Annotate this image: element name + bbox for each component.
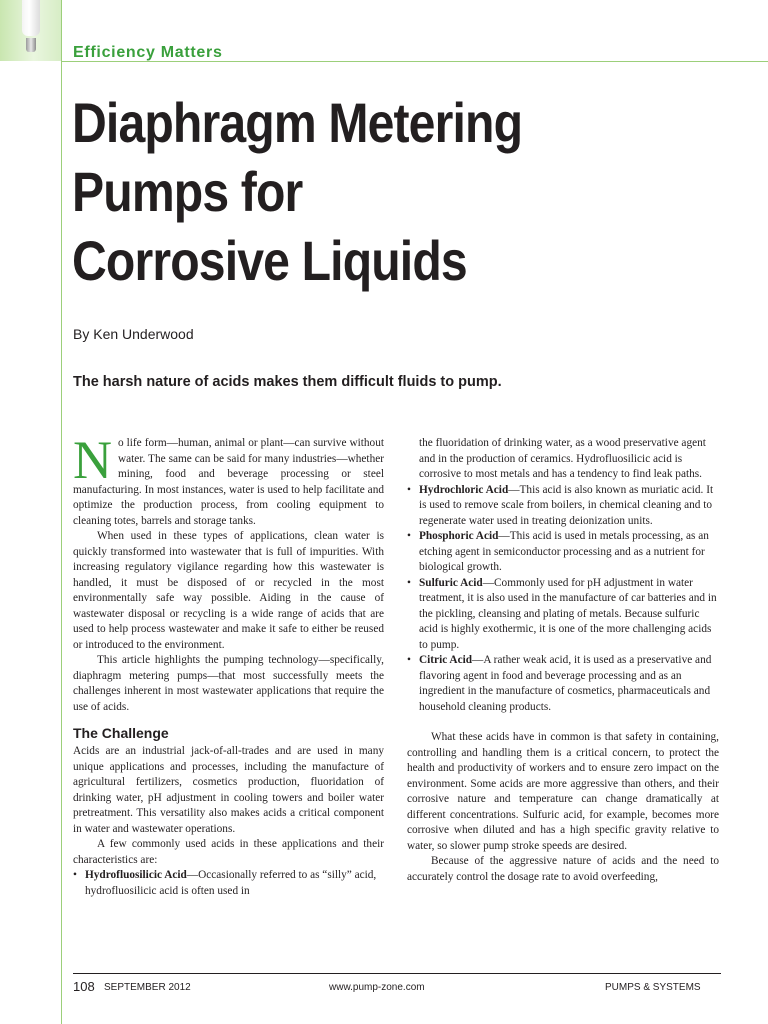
section-heading: The Challenge <box>73 725 169 741</box>
paragraph-text: o life form—human, animal or plant—can survive without water. The same can be said for many industries—whether mining, food and beverage processing or steel manufacturing. In most instances, water is used to help facilitate and optimize the production process, from cooling equipment to cleaning totes, barrels and storage tanks. <box>73 437 384 527</box>
bulb-glass <box>22 0 40 36</box>
drop-cap: N <box>73 430 112 490</box>
list-term: Phosphoric Acid <box>419 530 499 542</box>
bullet-icon: • <box>407 576 411 589</box>
paragraph: What these acids have in common is that safety in containing, controlling and handling them is a critical concern, to protect the health and productivity of workers and to ensure zero impact on the environment. Some acids are more aggressive than others, and their corrosive nature and temperature can change dramatically at different concentrations. Sulfuric acid, for example, becomes more corrosive when diluted and has a high specific gravity relative to water, so slower pump stroke speeds are desired. <box>407 731 719 852</box>
bullet-icon: • <box>407 654 411 666</box>
list-item <box>73 868 384 899</box>
list-item <box>407 529 719 576</box>
title-line: Corrosive Liquids <box>72 229 467 292</box>
spacer <box>407 715 719 730</box>
list-item <box>407 483 719 530</box>
paragraph: When used in these types of applications, clean water is quickly transformed into wastewater that is full of impurities. With increasing regulatory vigilance regarding how this wastewater is handled, it must be disposed of or recycled in the most environmentally safe way possible. Aiding in the cause of wastewater disposal or recycling is a wide range of acids that are used to help process wastewater and make it safe to either be reused or introduced to the environment. <box>73 530 384 651</box>
magazine-name: PUMPS & SYSTEMS <box>605 982 701 993</box>
list-item <box>407 653 719 715</box>
paragraph: This article highlights the pumping technology—specifically, diaphragm metering pumps—that most successfully meets the challenges inherent in most wastewater applications that require the use of acids. <box>73 654 384 713</box>
bullet-icon: • <box>407 530 411 542</box>
section-label: Efficiency Matters <box>73 44 223 61</box>
list-term: Citric Acid <box>419 654 473 666</box>
acid-list <box>407 436 719 715</box>
acid-list <box>73 868 384 899</box>
column-left <box>73 430 384 899</box>
list-item-continued: the fluoridation of drinking water, as a wood preservative agent and in the production of ceramics. Hydrofluosilicic acid is corrosive to most metals and has a tendency to find leak paths. <box>419 437 706 480</box>
byline: By Ken Underwood <box>73 326 194 342</box>
column-right <box>407 436 719 885</box>
paragraph <box>73 430 384 529</box>
list-term: Sulfuric Acid <box>419 576 483 589</box>
paragraph: Because of the aggressive nature of acids and the need to accurately control the dosage rate to avoid overfeeding, <box>407 855 719 883</box>
list-term: Hydrofluosilicic Acid <box>85 869 187 881</box>
dek: The harsh nature of acids makes them difficult fluids to pump. <box>73 374 502 390</box>
list-text: —This acid is used in metals processing, as an etching agent in semiconductor processing and as a nutrient for biological growth. <box>419 530 709 573</box>
website-link[interactable]: www.pump-zone.com <box>329 982 425 993</box>
list-text: —A rather weak acid, it is used as a preservative and flavoring agent in food and beverage processing and as an ingredient in the manufacture of cosmetics, pharmaceuticals and household cleaning products. <box>419 654 712 713</box>
list-term: Hydrochloric Acid <box>419 483 509 496</box>
page-number: 108 <box>73 979 95 994</box>
footer-rule <box>73 973 721 974</box>
bullet-icon: • <box>407 483 411 496</box>
margin-rule-vertical <box>61 0 62 1024</box>
bulb-base <box>26 38 36 52</box>
paragraph: Acids are an industrial jack-of-all-trades and are used in many unique applications and processes, including the manufacture of agricultural fertilizers, cosmetics production, fluoridation of drinking water, pH adjustment in cooling towers and boiler water pretreatment. This versatility also makes acids a critical component in water and wastewater operations. <box>73 745 384 835</box>
list-item <box>407 576 719 654</box>
title-line: Diaphragm Metering <box>72 91 523 154</box>
list-text: —This acid is also known as muriatic acid. It is used to remove scale from boilers, in chemical cleaning and to regenerate water used in treating deionization units. <box>419 483 714 527</box>
list-text: —Occasionally referred to as “silly” acid, hydrofluosilicic acid is often used in <box>85 869 377 897</box>
list-text: —Commonly used for pH adjustment in water treatment, it is also used in the manufacture of car batteries and in the pickling, cleansing and plating of metals. Because sulfuric acid is highly exothermic, it is one of the more challenging acids to pump. <box>419 576 717 651</box>
article-title <box>72 88 522 295</box>
light-bulb-icon <box>0 0 61 61</box>
bullet-icon: • <box>73 869 77 881</box>
title-line: Pumps for <box>72 160 303 223</box>
issue-date: SEPTEMBER 2012 <box>104 982 191 993</box>
paragraph: A few commonly used acids in these applications and their characteristics are: <box>73 838 384 866</box>
